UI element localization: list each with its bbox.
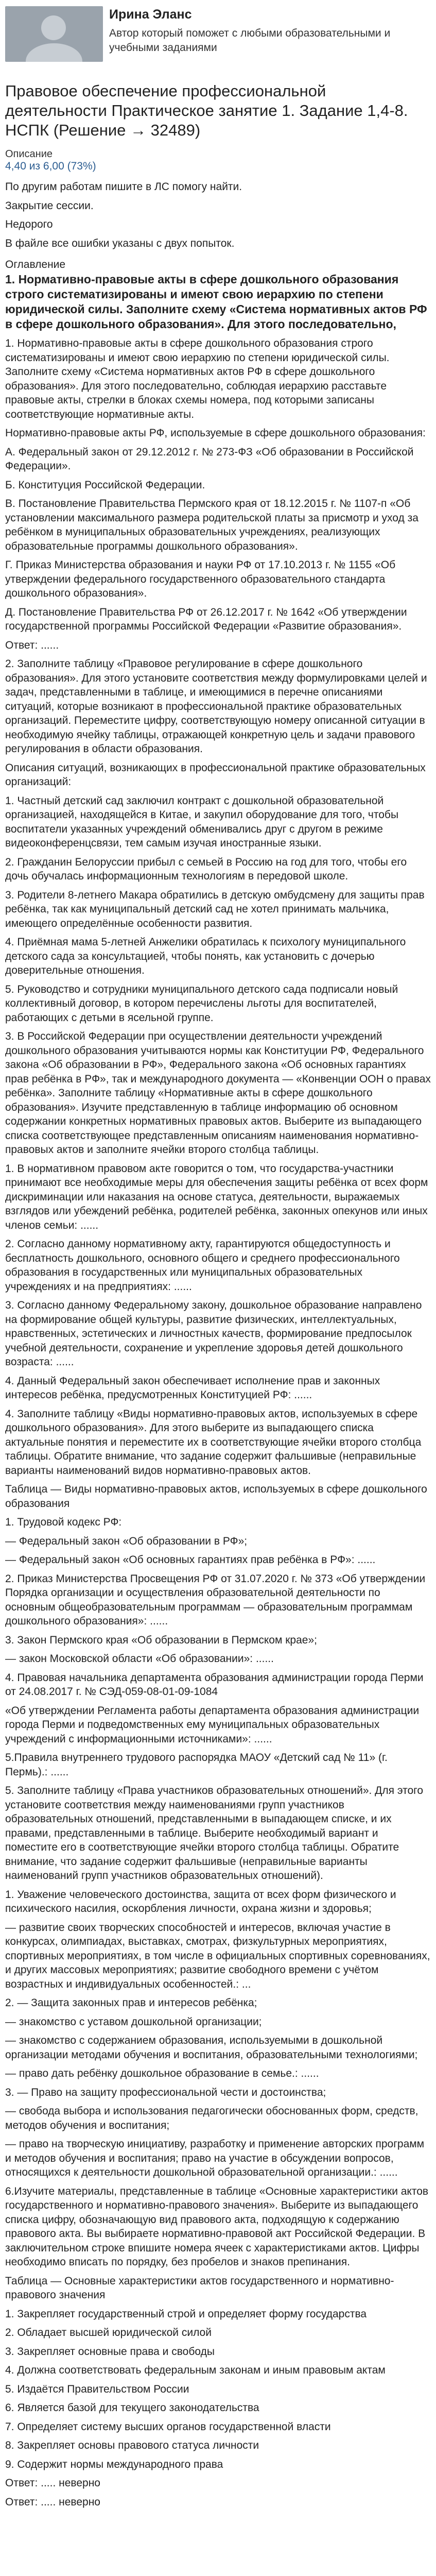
content-paragraph: 5. Заполните таблицу «Права участников образовательных отношений». Для этого установите соответствия между наименованиями групп участников образовательных отношений, представленными в выпадающем списке, и их правами, представленными в таблице. Выберите необходимый вариант и поместите его в соответствующие ячейки второго столбца таблицы. Обратите внимание, что задание содержит фальшивые (неправильные варианты наименований групп участников образовательных отношений). [5,1785,424,1882]
content-paragraph: 4. Должна соответствовать федеральным законам и иным правовым актам [5,2364,386,2376]
content-paragraph: 9. Содержит нормы международного права [5,2458,223,2470]
content-paragraph: 3. Закон Пермского края «Об образовании в Пермском крае»; [5,1634,317,1646]
content-paragraph: 1. Уважение человеческого достоинства, защита от всех форм физического и психического насилия, оскорбления личности, охрана жизни и здоровья; [5,1888,396,1914]
section-heading: 1. Нормативно-правовые акты в сфере дошкольного образования строго систематизированы и имеют свою иерархию по степени юридической силы. Заполните схему «Система нормативных актов РФ в сфере дошкольного образования». Для этого последовательно, [5,273,427,331]
content-paragraph: 4. Приёмная мама 5-летней Анжелики обратилась к психологу муниципального детского сада за консультацией, чтобы понять, как установить с дочерью доверительные отношения. [5,936,406,976]
content-paragraph: 5. Издаётся Правительством России [5,2383,189,2395]
author-card [5,6,431,62]
content-paragraph: 6. Является базой для текущего законодательства [5,2402,259,2414]
content-paragraph: 1. Трудовой кодекс РФ: [5,1516,122,1528]
intro-section [5,180,431,250]
score-value: 4,40 из 6,00 (73%) [5,160,96,172]
content-paragraph: 5. Руководство и сотрудники муниципального детского сада подписали новый коллективный договор, в котором перечислены льготы для воспитателей, работающих с детьми в ясельной группе. [5,983,398,1024]
content-paragraph: 3. В Российской Федерации при осуществлении деятельности учреждений дошкольного образования учитываются нормы как Конституции РФ, Федерального закона «Об образовании в РФ», Федерального закона «Об основных гарантиях прав ребёнка в РФ», так и международного документа — «Конвенции ООН о правах ребёнка». Заполните таблицу «Нормативные акты в сфере дошкольного образования». Изучите представленную в таблице информацию об основном содержании конкретных нормативных правовых актов. Выберите из выпадающего списка соответствующее представленным описаниям наименования нормативно-правовых актов и заполните ячейки второго столбца таблицы. [5,1030,431,1156]
content-paragraph: 1. Закрепляет государственный строй и определяет форму государства [5,2308,367,2320]
content-paragraph: — право дать ребёнку дошкольное образование в семье.: ...... [5,2067,319,2079]
content-paragraph: — закон Московской области «Об образовании»: ...... [5,1653,274,1665]
content-paragraph: 2. Обладает высшей юридической силой [5,2327,212,2338]
content-paragraph: — право на творческую инициативу, разработку и применение авторских программ и методов обучения и воспитания; право на участие в обсуждении вопросов, относящихся к деятельности дошкольной образовательной организации.: ...... [5,2138,425,2178]
content-paragraph: «Об утверждении Регламента работы департамента образования администрации города Перми и подведомственных ему муниципальных образовательных учреждений с информационными источниками»: ...... [5,1704,420,1745]
content-paragraph: В. Постановление Правительства Пермского края от 18.12.2015 г. № 1107-п «Об установлении максимального размера родительской платы за присмотр и уход за ребёнком в муниципальных образовательных учреждениях, реализующих образовательные программы дошкольного образования». [5,498,418,552]
author-name[interactable]: Ирина Эланс [109,7,192,22]
content-paragraph: Описания ситуаций, возникающих в профессиональной практике образовательных организаций: [5,761,426,788]
content-paragraph: 2. Согласно данному нормативному акту, гарантируются общедоступность и бесплатность дошкольного, основного общего и среднего профессионального образования в государственных или муниципальных образовательных учреждениях и на предприятиях: ...... [5,1238,400,1293]
content-paragraph: 2. Гражданин Белоруссии прибыл с семьей в Россию на год для того, чтобы его дочь обучалась информационным технологиям в передовой школе. [5,856,407,882]
avatar[interactable] [5,6,103,62]
toc-label: Оглавление [5,259,66,270]
content-paragraph: 4. Правовая начальника департамента образования администрации города Перми от 24.08.2017 г. № СЭД-059-08-01-09-1084 [5,1671,424,1698]
author-description: Автор который поможет с любыми образовательными и учебными заданиями [109,27,391,54]
content-paragraph: 1. В нормативном правовом акте говорится о том, что государства-участники принимают все необходимые меры для обеспечения защиты ребёнка от всех форм дискриминации или наказания на основе статуса, деятельности, выражаемых взглядов или убеждений ребёнка, родителей ребёнка, законных опекунов или иных членов семьи: ...... [5,1162,428,1231]
content-paragraph: 2. — Защита законных прав и интересов ребёнка; [5,1997,257,2009]
content-paragraph: 4. Данный Федеральный закон обеспечивает исполнение прав и законных интересов ребёнка, предусмотренных Конституцией РФ: ...... [5,1375,380,1401]
content-section [5,272,431,2509]
content-paragraph: 2. Заполните таблицу «Правовое регулирование в сфере дошкольного образования». Для этого установите соответствия между формулировками целей и задач, представленными в таблице, и имеющимися в перечне описаниями ситуаций, которые возникают в профессиональной практике образовательных организаций. Переместите цифру, соответствующую номеру описанной ситуации в необходимую ячейку таблицы, отражающей конкретную цель и задачи правового регулирования в области образования. [5,658,427,755]
content-paragraph: — свобода выбора и использования педагогически обоснованных форм, средств, методов обучения и воспитания; [5,2105,418,2131]
content-paragraph: — Федеральный закон «Об основных гарантиях прав ребёнка в РФ»: ...... [5,1554,376,1566]
content-paragraph: Таблица — Виды нормативно-правовых актов, используемых в сфере дошкольного образования [5,1483,427,1510]
content-paragraph: Таблица — Основные характеристики актов государственного и нормативно-правового значения [5,2275,394,2301]
content-paragraph: — знакомство с содержанием образования, используемыми в дошкольной организации методами обучения и воспитания, образовательными технологиями; [5,2035,418,2061]
content-paragraph: 5.Правила внутреннего трудового распорядка МАОУ «Детский сад № 11» (г. Пермь).: ...... [5,1752,388,1778]
content-paragraph: 7. Определяет систему высших органов государственной власти [5,2420,331,2433]
content-paragraph: Нормативно-правовые акты РФ, используемые в сфере дошкольного образования: [5,427,426,439]
content-paragraph: Ответ: ..... неверно [5,2496,100,2508]
content-paragraph: 1. Нормативно-правовые акты в сфере дошкольного образования строго систематизированы и имеют свою иерархию по степени юридической силы. Заполните схему «Система нормативных актов РФ в сфере дошкольного образования». Для этого последовательно, соблюдая иерархию расставьте правовые акты, стрелки в блоках схемы номера, под которыми записаны соответствующие нормативные акты. [5,337,390,420]
content-paragraph: Б. Конституция Российской Федерации. [5,479,205,491]
content-paragraph: 6.Изучите материалы, представленные в таблице «Основные характеристики актов государственного и нормативно-правового значения». Выберите из выпадающего списка цифру, обозначающую вид правового акта, подходящую к содержанию правового акта. Вы выбираете нормативно-правовой акт Российской Федерации. В заключительном строке впишите номера ячеек с характеристиками актов. Цифры необходимо вписать по порядку, без пробелов и знаков препинания. [5,2185,429,2268]
content-paragraph: 3. Закрепляет основные права и свободы [5,2345,215,2358]
description-label: Описание [5,148,53,160]
content-paragraph: 3. — Право на защиту профессиональной чести и достоинства; [5,2086,326,2098]
intro-paragraph: Закрытие сессии. [5,199,94,212]
content-paragraph: 1. Частный детский сад заключил контракт с дошкольной образовательной организацией, находящейся в Китае, и закупил оборудование для того, чтобы воспитатели указанных учреждений обменивались друг с другом в режиме видеоконференцсвязи, тем самым изучая иностранные языки. [5,794,399,849]
content-paragraph: Д. Постановление Правительства РФ от 26.12.2017 г. № 1642 «Об утверждении государственной программы Российской Федерации «Развитие образования». [5,606,407,632]
intro-paragraph: Недорого [5,218,53,230]
content-paragraph: 4. Заполните таблицу «Виды нормативно-правовых актов, используемых в сфере дошкольного образования». Для этого выберите из выпадающего списка актуальные понятия и переместите их в соответствующие ячейки второго столбца таблицы. Обратите внимание, что задание содержит фальшивые (неправильные варианты наименований видов нормативно-правовых актов. [5,1408,422,1477]
page-title: Правовое обеспечение профессиональной деятельности Практическое занятие 1. Задание 1,4-8. НСПК (Решение → 32489) [5,82,408,139]
content-paragraph: 8. Закрепляет основы правового статуса личности [5,2439,259,2451]
content-paragraph: 3. Родители 8-летнего Макара обратились в детскую омбудсмену для защиты прав ребёнка, так как муниципальный детский сад не хотел принимать мальчика, имеющего определённые особенности развития. [5,889,425,929]
content-paragraph: — знакомство с уставом дошкольной организации; [5,2015,262,2028]
content-paragraph: А. Федеральный закон от 29.12.2012 г. № 273-ФЗ «Об образовании в Российской Федерации». [5,446,414,472]
content-paragraph: 3. Согласно данному Федеральному закону, дошкольное образование направлено на формирование общей культуры, развитие физических, интеллектуальных, нравственных, эстетических и личностных качеств, формирование предпосылок учебной деятельности, сохранение и укрепление здоровья детей дошкольного возраста: ...... [5,1299,422,1368]
content-paragraph: Г. Приказ Министерства образования и науки РФ от 17.10.2013 г. № 1155 «Об утверждении федерального государственного образовательного стандарта дошкольного образования». [5,559,396,599]
author-info [109,6,397,55]
intro-paragraph: В файле все ошибки указаны с двух попыток. [5,237,235,249]
content-paragraph: — развитие своих творческих способностей и интересов, включая участие в конкурсах, олимпиадах, выставках, смотрах, физкультурных мероприятиях, спортивных мероприятиях, в том числе в официальных спортивных соревнованиях, и других массовых мероприятиях; развитие свободного времени с учётом возрастных и индивидуальных особенностей.: ... [5,1921,430,1990]
content-paragraph: Ответ: ..... неверно [5,2477,100,2489]
content-paragraph: — Федеральный закон «Об образовании в РФ»; [5,1535,248,1547]
content-paragraph: Ответ: ...... [5,639,59,651]
intro-paragraph: По другим работам пишите в ЛС помогу найти. [5,181,242,193]
content-paragraph: 2. Приказ Министерства Просвещения РФ от 31.07.2020 г. № 373 «Об утверждении Порядка организации и осуществления образовательной деятельности по основным общеобразовательным программам — образовательным программам дошкольного образования»: ...... [5,1572,426,1627]
